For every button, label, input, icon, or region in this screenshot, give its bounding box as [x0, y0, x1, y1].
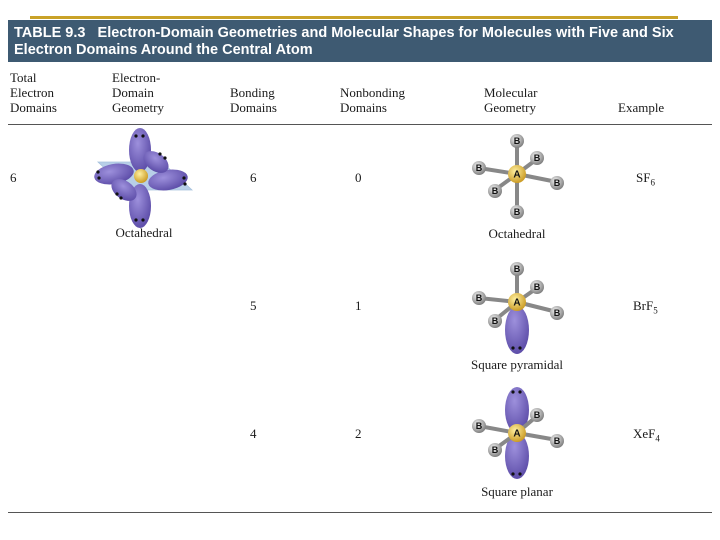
octahedral-electron-domain-icon [92, 128, 192, 228]
row2-bonding: 5 [250, 298, 257, 313]
row3-bonding: 4 [250, 426, 257, 441]
svg-text:A: A [513, 169, 521, 181]
row3-example: XeF$_4$ [633, 426, 660, 444]
svg-text:B: B [491, 316, 499, 326]
square-planar-molecule-icon [467, 388, 567, 480]
svg-text:B: B [553, 436, 561, 446]
row1-edg-caption: Octahedral [115, 225, 173, 240]
table-title-bar [8, 20, 712, 62]
bottom-rule [8, 512, 712, 513]
header-bonding: Bonding Domains [230, 85, 277, 115]
row2-nonbonding: 1 [355, 298, 362, 313]
header-molecular-geometry: Molecular Geometry [484, 85, 538, 115]
row3-nonbonding: 2 [355, 426, 362, 441]
svg-text:B: B [475, 163, 483, 173]
row1-bonding: 6 [250, 170, 257, 185]
svg-text:B: B [475, 293, 483, 303]
row2-example: BrF$_5$ [633, 298, 658, 316]
header-total: Total Electron Domains [10, 70, 57, 115]
svg-text:A: A [513, 297, 521, 309]
square-pyramidal-molecule-icon [467, 260, 567, 358]
header-example: Example [618, 100, 665, 115]
svg-text:B: B [533, 153, 541, 163]
svg-text:B: B [513, 136, 521, 146]
row3-shape-caption: Square planar [481, 484, 553, 499]
svg-text:B: B [491, 186, 499, 196]
row1-nonbonding: 0 [355, 170, 362, 185]
row1-total: 6 [10, 170, 17, 185]
svg-text:B: B [553, 178, 561, 188]
svg-text:B: B [533, 282, 541, 292]
svg-text:B: B [513, 264, 521, 274]
svg-text:B: B [513, 207, 521, 217]
gold-rule [30, 16, 678, 19]
header-electron-domain-geometry: Electron- Domain Geometry [112, 70, 164, 115]
svg-text:A: A [513, 428, 521, 440]
table-title: Electron-Domain Geometries and Molecular Shapes for Molecules with Five and Six Electron Domains Around the Central Atom [14, 25, 674, 58]
svg-text:B: B [475, 421, 483, 431]
row2-shape-caption: Square pyramidal [470, 357, 564, 372]
svg-text:B: B [553, 308, 561, 318]
svg-text:B: B [533, 410, 541, 420]
row1-example: $SF_6$ [636, 170, 655, 188]
header-rule [8, 124, 712, 125]
svg-text:B: B [491, 445, 499, 455]
table-number: TABLE 9.3 [14, 25, 86, 41]
row1-shape-caption: Octahedral [488, 226, 546, 241]
octahedral-molecule-icon [467, 132, 567, 222]
header-nonbonding: Nonbonding Domains [340, 85, 405, 115]
